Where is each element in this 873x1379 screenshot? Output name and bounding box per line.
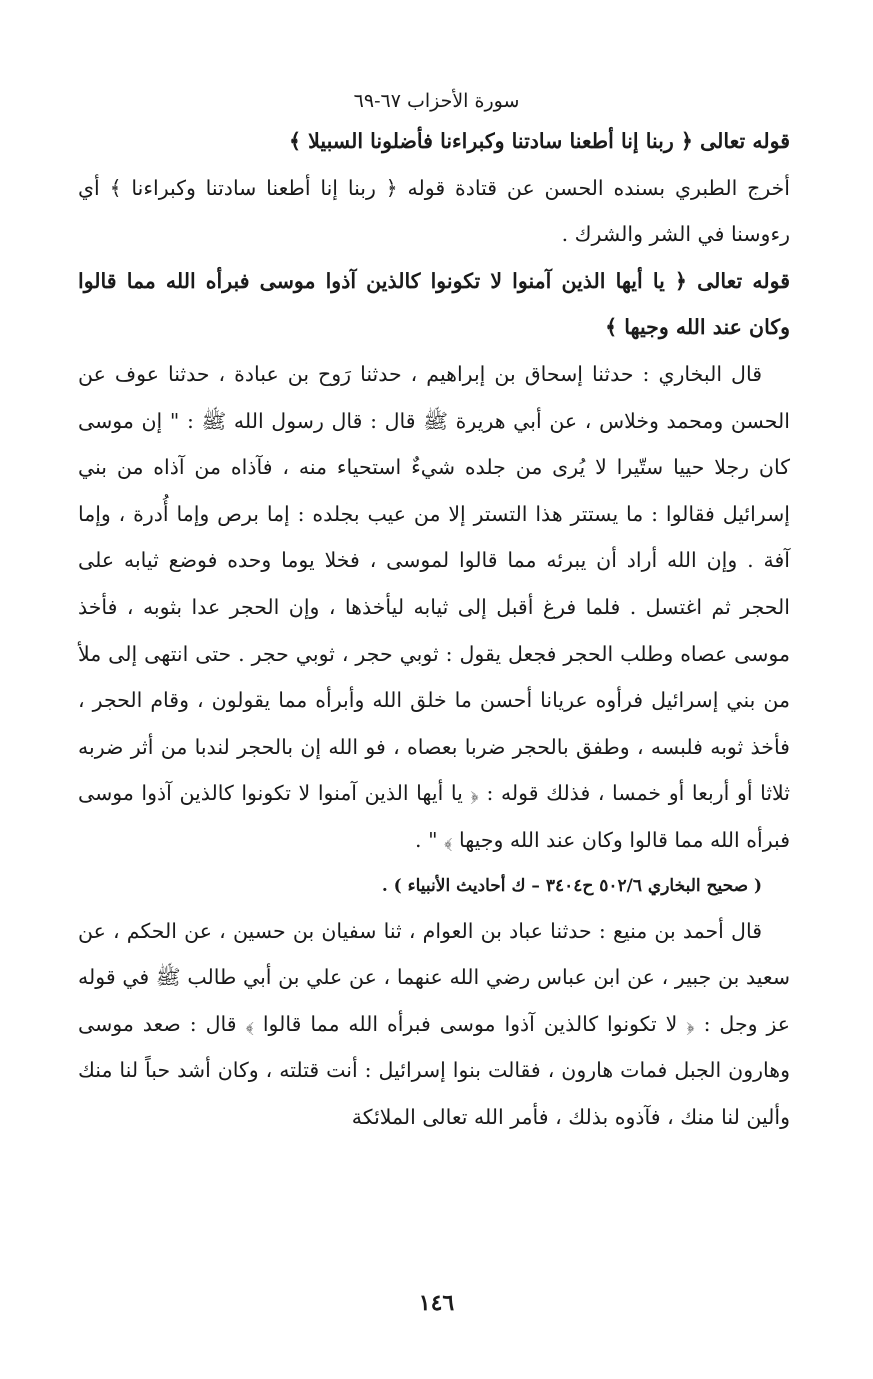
- paragraph-bukhari: قال البخاري : حدثنا إسحاق بن إبراهيم ، حدثنا رَوح بن عبادة ، حدثنا عوف عن الحسن ومحمد وخلاس ، عن أبي هريرة ﷺ قال : قال رسول الله ﷺ : " إن موسى كان رجلا حييا ستّيرا لا يُرى من جلده شيءٌ استحياء منه ، فآذاه من آذاه من بني إسرائيل فقالوا : ما يستتر هذا التستر إلا من عيب بجلده : إما برص وإما أُدرة ، وإما آفة . وإن الله أراد أن يبرئه مما قالوا لموسى ، فخلا يوما وحده فوضع ثيابه على الحجر ثم اغتسل . فلما فرغ أقبل إلى ثيابه ليأخذها ، وإن الحجر عدا بثوبه ، فأخذ موسى عصاه وطلب الحجر فجعل يقول : ثوبي حجر ، ثوبي حجر . حتى انتهى إلى ملأ من بني إسرائيل فرأوه عريانا أحسن ما خلق الله وأبرأه مما يقولون ، وقام الحجر ، فأخذ ثوبه فلبسه ، وطفق بالحجر ضربا بعصاه ، فو الله إن بالحجر لندبا من أثر ضربه ثلاثا أو أربعا أو خمسا ، فذلك قوله : ﴿ يا أيها الذين آمنوا لا تكونوا كالذين آذوا موسى فبرأه الله مما قالوا وكان عند الله وجيها ﴾ " .: [78, 361, 790, 852]
- verse-heading-2: قوله تعالى ﴿ يا أيها الذين آمنوا لا تكونوا كالذين آذوا موسى فبرأه الله مما قالوا وكان عند الله وجيها ﴾: [78, 268, 790, 340]
- page-body: [78, 118, 790, 1140]
- paragraph-tabari: أخرج الطبري بسنده الحسن عن قتادة قوله ﴿ ربنا إنا أطعنا سادتنا وكبراءنا ﴾ أي رءوسنا في الشر والشرك .: [78, 175, 790, 247]
- verse-heading-1: قوله تعالى ﴿ ربنا إنا أطعنا سادتنا وكبراءنا فأضلونا السبيلا ﴾: [289, 129, 790, 153]
- citation-bukhari: ( صحيح البخاري ٥٠٢/٦ ح٣٤٠٤ – ك أحاديث الأنبياء ) .: [381, 875, 762, 896]
- running-header: سورة الأحزاب ٦٧-٦٩: [353, 90, 520, 112]
- page-number: ١٤٦: [418, 1290, 455, 1316]
- paragraph-ahmad-ibn-mani: قال أحمد بن منيع : حدثنا عباد بن العوام ، ثنا سفيان بن حسين ، عن الحكم ، عن سعيد بن جبير ، عن ابن عباس رضي الله عنهما ، عن علي بن أبي طالب ﷺ في قوله عز وجل : ﴿ لا تكونوا كالذين آذوا موسى فبرأه الله مما قالوا ﴾ قال : صعد موسى وهارون الجبل فمات هارون ، فقالت بنوا إسرائيل : أنت قتلته ، وكان أشد حباً لنا منك وألين لنا منك ، فآذوه بذلك ، فأمر الله تعالى الملائكة: [78, 918, 790, 1129]
